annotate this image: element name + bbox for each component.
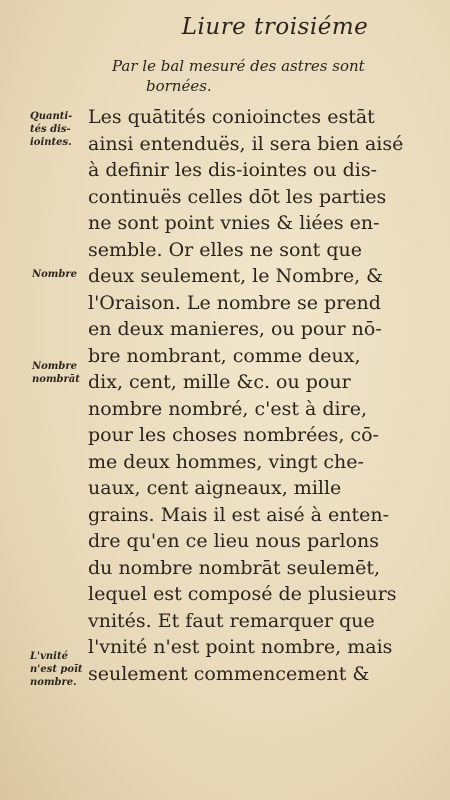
body-line: grains. Mais il est aisé à enten- <box>88 503 390 526</box>
margin-note-line: Nombre <box>32 361 78 372</box>
body-line: seulement commencement & <box>88 662 370 685</box>
margin-note-line: iointes. <box>30 137 72 148</box>
body-line: uaux, cent aigneaux, mille <box>88 477 342 499</box>
body-line: bre nombrant, comme deux, <box>88 344 361 367</box>
body-line: à definir les dis-iointes ou dis- <box>88 159 378 181</box>
body-line: en deux manieres, ou pour nō- <box>88 318 382 340</box>
body-line: l'vnité n'est point nombre, mais <box>88 636 393 658</box>
body-text <box>88 104 410 687</box>
margin-note-line: n'est poīt <box>30 664 83 675</box>
margin-note-line: L'vnité <box>30 651 68 662</box>
margin-note-vnite <box>30 650 83 689</box>
body-line: deux seulement, le Nombre, & <box>88 265 384 287</box>
body-line: pour les choses nombrées, cō- <box>88 424 379 446</box>
body-line: dre qu'en ce lieu nous parlons <box>88 530 380 552</box>
section-subtitle <box>112 56 412 96</box>
body-line: Les quātités conioinctes estāt <box>88 106 375 128</box>
body-line: vnités. Et faut remarquer que <box>88 609 375 632</box>
body-line: continuës celles dōt les parties <box>88 185 387 208</box>
body-line: lequel est composé de plusieurs <box>88 583 397 605</box>
margin-note-nombre <box>32 268 77 281</box>
body-line: dix, cent, mille &c. ou pour <box>88 371 351 393</box>
body-line: semble. Or elles ne sont que <box>88 238 362 261</box>
margin-note-nombre-nombrant <box>32 360 80 386</box>
running-head: Liure troisiéme <box>181 14 369 40</box>
margin-note-line: tés dis- <box>30 124 71 135</box>
margin-note-line: Nombre <box>32 269 78 280</box>
subtitle-line-1: Par le bal mesuré des astres sont <box>112 57 365 75</box>
margin-note-line: Quanti- <box>30 111 73 122</box>
body-line: nombre nombré, c'est à dire, <box>88 397 367 420</box>
body-line: l'Oraison. Le nombre se prend <box>88 291 381 314</box>
margin-note-quantites <box>30 110 72 149</box>
body-line: me deux hommes, vingt che- <box>88 450 364 473</box>
margin-note-line: nombre. <box>30 677 77 688</box>
margin-note-line: nombrāt <box>32 374 80 385</box>
body-line: ainsi entenduës, il sera bien aisé <box>88 132 404 155</box>
body-line: ne sont point vnies & liées en- <box>88 212 380 234</box>
subtitle-line-2: bornées. <box>146 77 212 95</box>
body-line: du nombre nombrāt seulemēt, <box>88 556 381 579</box>
